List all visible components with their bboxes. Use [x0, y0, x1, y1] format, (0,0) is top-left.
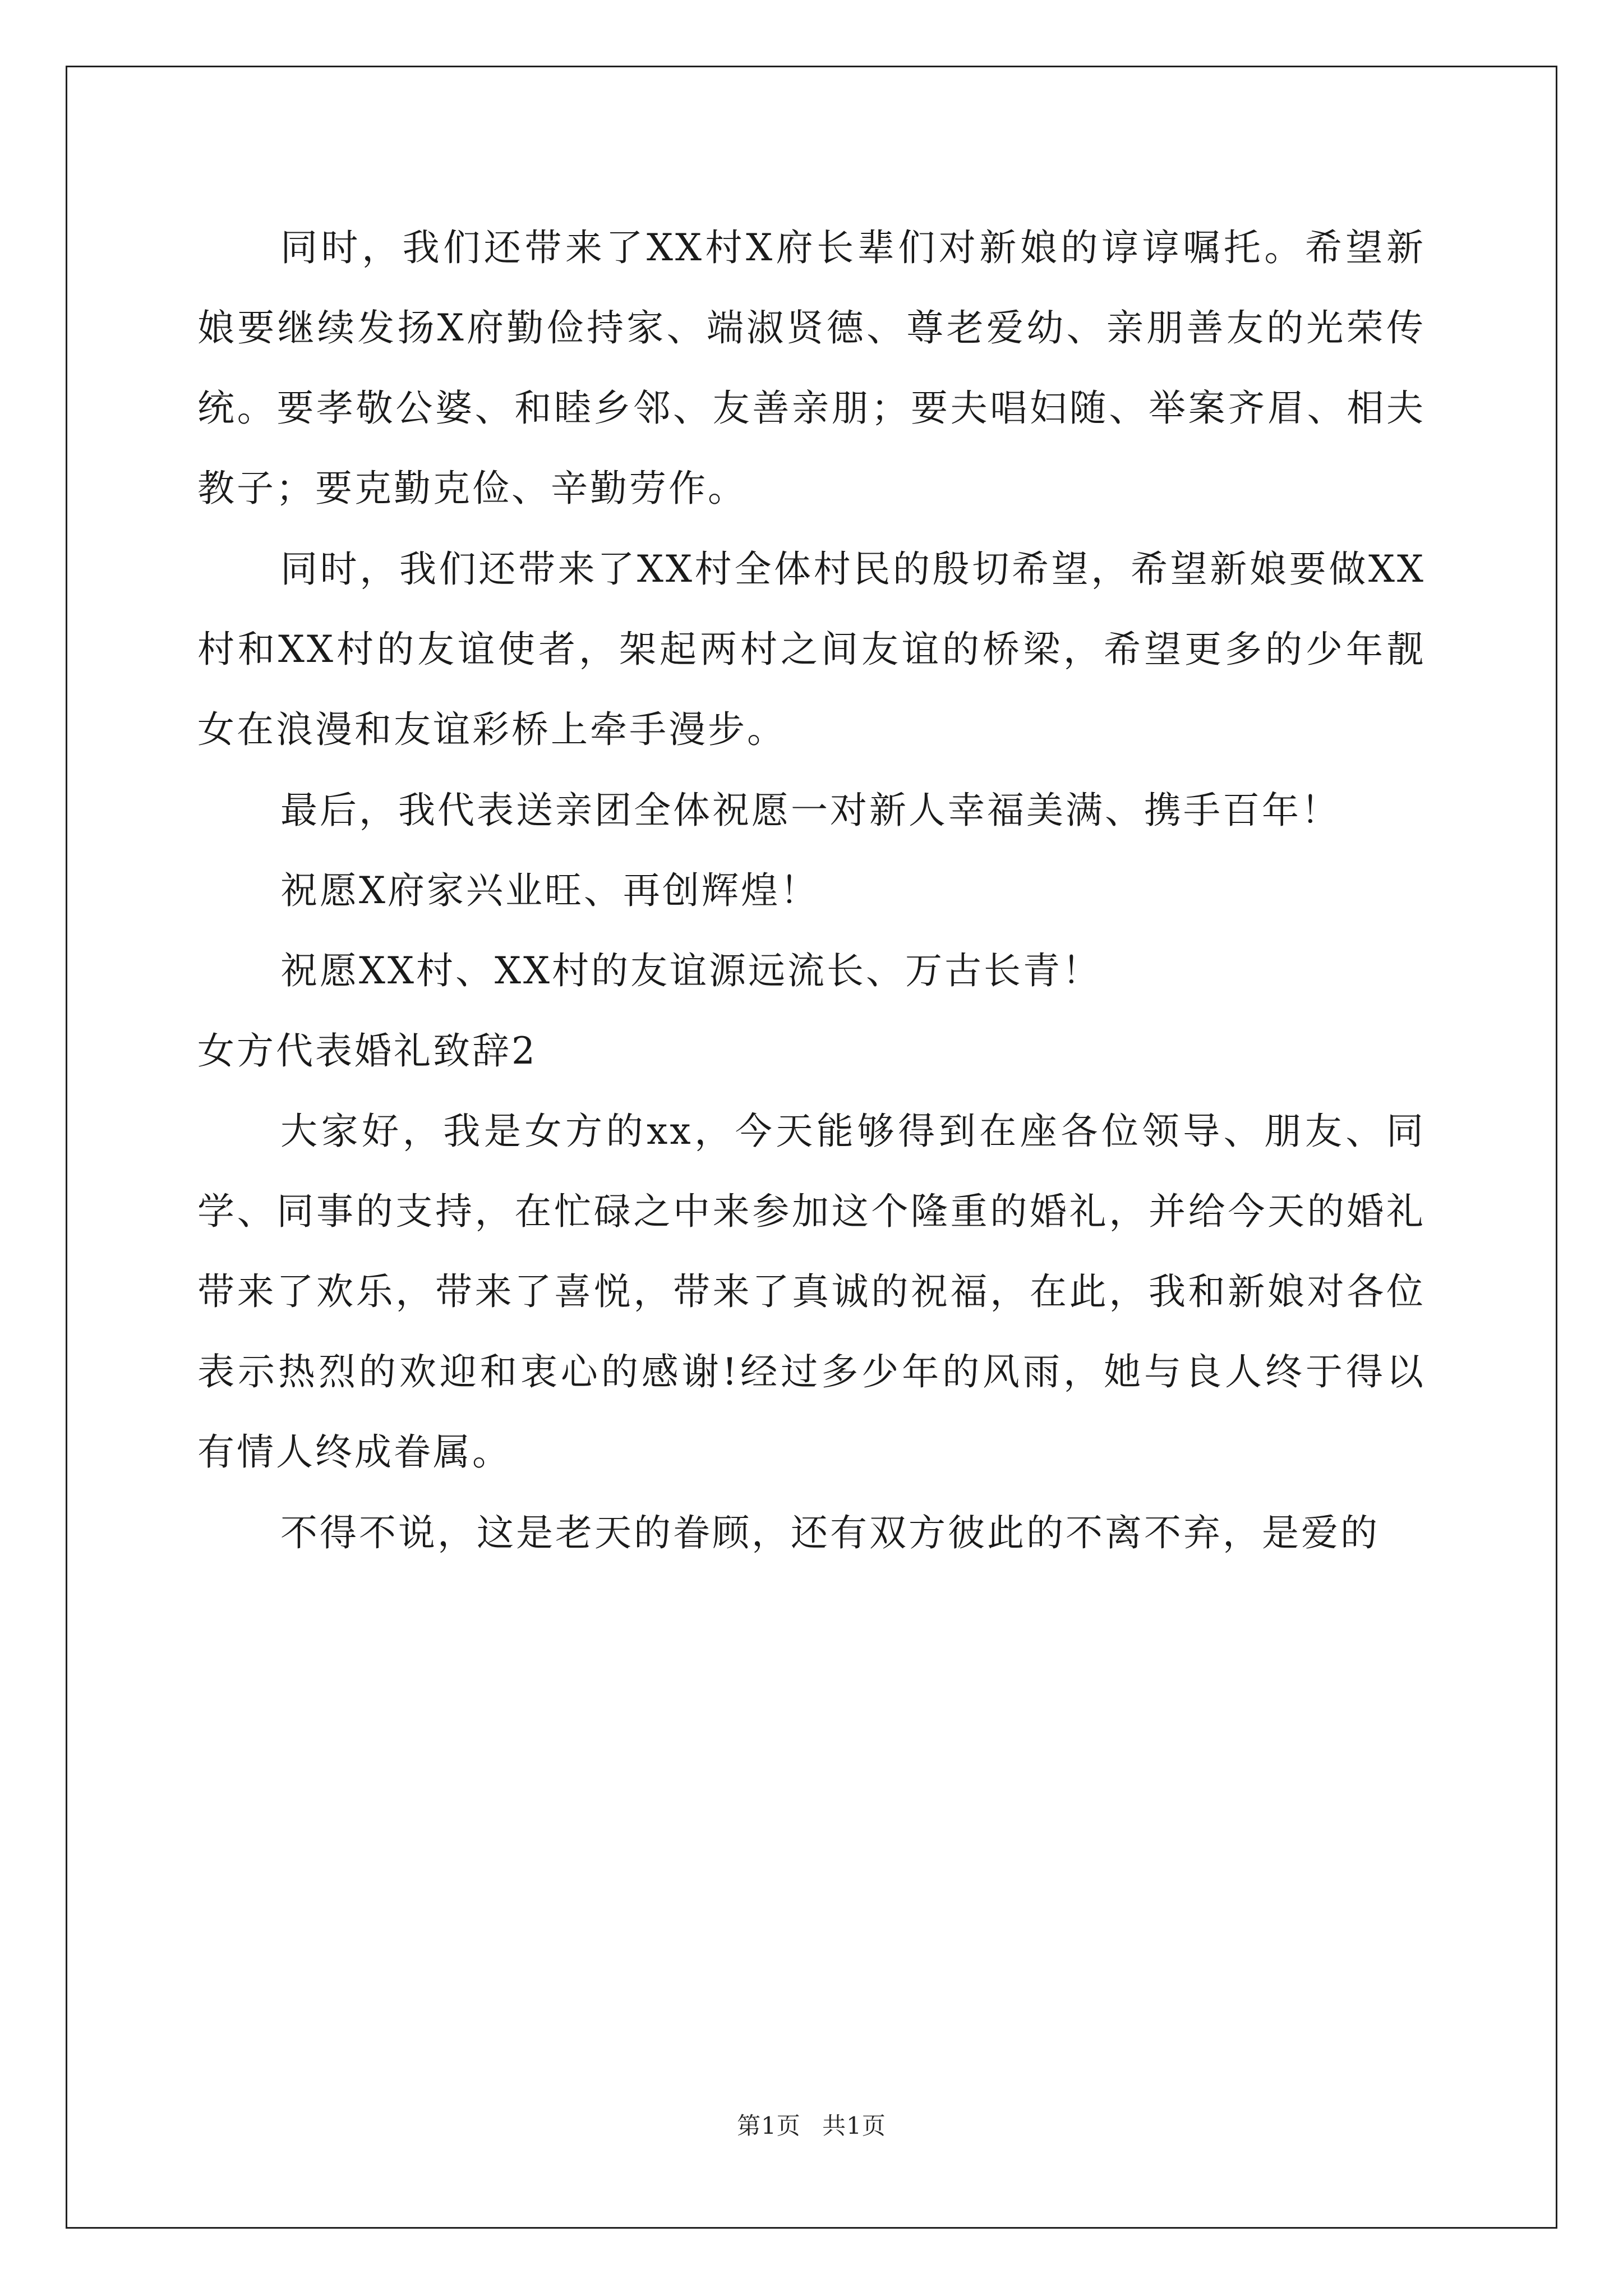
paragraph-blessing-family: 祝愿X府家兴业旺、再创辉煌！ [280, 869, 819, 912]
section-title: 女方代表婚礼致辞2 [197, 1029, 537, 1073]
page-footer [0, 2109, 1623, 2143]
paragraph-continuation: 不得不说，这是老天的眷顾，还有双方彼此的不离不弃，是爱的 [280, 1511, 1380, 1554]
document-body [197, 208, 1426, 1573]
paragraph-greeting: 大家好，我是女方的xx，今天能够得到在座各位领导、朋友、同学、同事的支持，在忙碌之中来参加这个隆重的婚礼，并给今天的婚礼带来了欢乐，带来了喜悦，带来了真诚的祝福，在此，我和新娘对各位表示热烈的欢迎和衷心的感谢!经过多少年的风雨，她与良人终于得以有情人终成眷属。 [197, 1110, 1426, 1474]
paragraph-entrustment: 同时，我们还带来了XX村X府长辈们对新娘的谆谆嘱托。希望新娘要继续发扬X府勤俭持家、端淑贤德、尊老爱幼、亲朋善友的光荣传统。要孝敬公婆、和睦乡邻、友善亲朋；要夫唱妇随、举案齐眉、相夫教子；要克勤克俭、辛勤劳作。 [197, 226, 1426, 510]
page-number-current: 第1页 [737, 2112, 801, 2139]
paragraph-blessing-villages: 祝愿XX村、XX村的友谊源远流长、万古长青！ [280, 949, 1101, 992]
paragraph-hopes: 同时，我们还带来了XX村全体村民的殷切希望，希望新娘要做XX村和XX村的友谊使者，架起两村之间友谊的桥梁，希望更多的少年靓女在浪漫和友谊彩桥上牵手漫步。 [197, 547, 1426, 751]
page-number-total: 共1页 [822, 2112, 886, 2139]
paragraph-blessing-couple: 最后，我代表送亲团全体祝愿一对新人幸福美满、携手百年！ [280, 789, 1340, 832]
